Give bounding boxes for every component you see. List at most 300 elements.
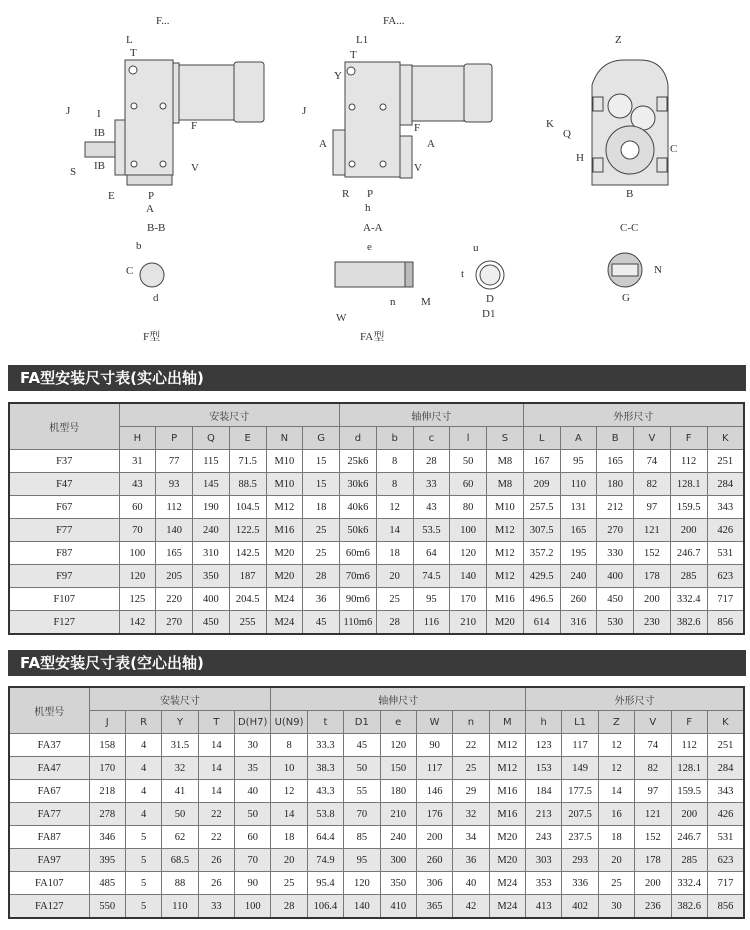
value-cell: 8 (376, 450, 413, 473)
value-cell: 257.5 (523, 496, 560, 519)
value-cell: 237.5 (562, 826, 598, 849)
value-cell: 74.5 (413, 565, 450, 588)
value-cell: 70 (235, 849, 271, 872)
value-cell: 717 (707, 588, 744, 611)
model-cell: F107 (9, 588, 119, 611)
model-cell: FA107 (9, 872, 89, 895)
value-cell: 14 (598, 780, 634, 803)
value-cell: 33 (198, 895, 234, 919)
value-cell: 121 (635, 803, 671, 826)
value-cell: 82 (635, 757, 671, 780)
column-header: J (89, 711, 125, 734)
value-cell: 25 (598, 872, 634, 895)
value-cell: 117 (416, 757, 452, 780)
value-cell: 204.5 (229, 588, 266, 611)
value-cell: 184 (526, 780, 562, 803)
value-cell: 28 (376, 611, 413, 635)
value-cell: 30 (598, 895, 634, 919)
value-cell: 210 (380, 803, 416, 826)
hollow-shaft-dimension-table (8, 686, 745, 919)
table1-title-banner: FA型安装尺寸表(实心出轴) (8, 365, 746, 391)
value-cell: M8 (487, 473, 524, 496)
value-cell: 25 (303, 542, 340, 565)
group-header-install: 安装尺寸 (89, 687, 271, 711)
value-cell: M20 (266, 542, 303, 565)
value-cell: 120 (450, 542, 487, 565)
table-row (9, 450, 744, 473)
value-cell: M20 (489, 826, 525, 849)
value-cell: 22 (453, 734, 489, 757)
value-cell: 357.2 (523, 542, 560, 565)
value-cell: 209 (523, 473, 560, 496)
dim-D: D (486, 293, 494, 305)
model-cell: FA67 (9, 780, 89, 803)
value-cell: 165 (560, 519, 597, 542)
column-header: n (453, 711, 489, 734)
value-cell: 205 (156, 565, 193, 588)
model-cell: FA77 (9, 803, 89, 826)
value-cell: 18 (598, 826, 634, 849)
value-cell: 88.5 (229, 473, 266, 496)
column-header: K (707, 711, 744, 734)
value-cell: 43 (413, 496, 450, 519)
value-cell: 95.4 (307, 872, 343, 895)
value-cell: 18 (271, 826, 307, 849)
model-cell: F87 (9, 542, 119, 565)
column-header: L1 (562, 711, 598, 734)
value-cell: 12 (598, 734, 634, 757)
dim-W: W (336, 312, 347, 324)
value-cell: 285 (670, 565, 707, 588)
column-header: S (487, 427, 524, 450)
value-cell: 120 (119, 565, 156, 588)
value-cell: 343 (707, 496, 744, 519)
value-cell: 110m6 (340, 611, 377, 635)
value-cell: 14 (376, 519, 413, 542)
value-cell: 64 (413, 542, 450, 565)
value-cell: M10 (266, 473, 303, 496)
value-cell: 395 (89, 849, 125, 872)
fa-hollow-shaft (335, 262, 413, 287)
value-cell: 531 (707, 542, 744, 565)
dim-T: T (130, 47, 137, 59)
value-cell: 25 (271, 872, 307, 895)
value-cell: 14 (198, 757, 234, 780)
value-cell: 307.5 (523, 519, 560, 542)
value-cell: 115 (193, 450, 230, 473)
value-cell: 336 (562, 872, 598, 895)
value-cell: 270 (597, 519, 634, 542)
value-cell: 260 (416, 849, 452, 872)
value-cell: 450 (193, 611, 230, 635)
column-header: Q (193, 427, 230, 450)
group-header-shaft: 轴伸尺寸 (340, 403, 524, 427)
value-cell: M16 (487, 588, 524, 611)
value-cell: 165 (597, 450, 634, 473)
value-cell: 212 (597, 496, 634, 519)
value-cell: 200 (416, 826, 452, 849)
dim-S: S (70, 166, 77, 178)
value-cell: 123 (526, 734, 562, 757)
dim-M: M (421, 296, 431, 308)
value-cell: 159.5 (670, 496, 707, 519)
dim-b: b (136, 240, 142, 252)
value-cell: 25k6 (340, 450, 377, 473)
table-row (9, 895, 744, 919)
table-row (9, 872, 744, 895)
value-cell: 50 (344, 757, 380, 780)
value-cell: 332.4 (670, 588, 707, 611)
value-cell: 28 (303, 565, 340, 588)
value-cell: 413 (526, 895, 562, 919)
value-cell: 95 (560, 450, 597, 473)
value-cell: 45 (303, 611, 340, 635)
value-cell: M10 (266, 450, 303, 473)
value-cell: 382.6 (670, 611, 707, 635)
value-cell: 140 (450, 565, 487, 588)
value-cell: 496.5 (523, 588, 560, 611)
value-cell: 60 (119, 496, 156, 519)
value-cell: 306 (416, 872, 452, 895)
value-cell: 36 (453, 849, 489, 872)
value-cell: 4 (125, 757, 161, 780)
value-cell: M24 (266, 611, 303, 635)
value-cell: 128.1 (670, 473, 707, 496)
value-cell: 112 (670, 450, 707, 473)
value-cell: 97 (635, 780, 671, 803)
value-cell: 120 (344, 872, 380, 895)
value-cell: 350 (193, 565, 230, 588)
value-cell: 42 (453, 895, 489, 919)
column-header: L (523, 427, 560, 450)
value-cell: 485 (89, 872, 125, 895)
value-cell: 187 (229, 565, 266, 588)
value-cell: 55 (344, 780, 380, 803)
column-header: K (707, 427, 744, 450)
value-cell: 32 (162, 757, 198, 780)
bb-view-label: B-B (147, 222, 166, 234)
table-row (9, 803, 744, 826)
value-cell: 100 (450, 519, 487, 542)
dim-C: C (670, 143, 678, 155)
value-cell: 246.7 (671, 826, 707, 849)
value-cell: 68.5 (162, 849, 198, 872)
value-cell: 251 (707, 734, 744, 757)
value-cell: 353 (526, 872, 562, 895)
dim-R: R (342, 188, 350, 200)
dim-Y: Y (334, 70, 342, 82)
value-cell: 285 (671, 849, 707, 872)
value-cell: 10 (271, 757, 307, 780)
value-cell: 5 (125, 895, 161, 919)
table2-title-banner: FA型安装尺寸表(空心出轴) (8, 650, 746, 676)
group-header-shaft: 轴伸尺寸 (271, 687, 526, 711)
value-cell: 426 (707, 803, 744, 826)
model-header: 机型号 (9, 403, 119, 450)
dim-N: N (654, 264, 662, 276)
value-cell: 856 (707, 895, 744, 919)
value-cell: 15 (303, 450, 340, 473)
column-header: c (413, 427, 450, 450)
dim-t: t (461, 268, 465, 280)
value-cell: M20 (266, 565, 303, 588)
value-cell: M16 (489, 803, 525, 826)
value-cell: 310 (193, 542, 230, 565)
dim-A: A (146, 203, 154, 215)
value-cell: 26 (198, 849, 234, 872)
value-cell: 125 (119, 588, 156, 611)
value-cell: 200 (635, 872, 671, 895)
aa-view-label: A-A (363, 222, 383, 234)
dim-G: G (622, 292, 630, 304)
model-header: 机型号 (9, 687, 89, 734)
value-cell: 32 (453, 803, 489, 826)
value-cell: 40k6 (340, 496, 377, 519)
value-cell: 122.5 (229, 519, 266, 542)
value-cell: 93 (156, 473, 193, 496)
value-cell: 246.7 (670, 542, 707, 565)
value-cell: 80 (450, 496, 487, 519)
dim-D1: D1 (482, 308, 496, 320)
value-cell: 284 (707, 757, 744, 780)
value-cell: 30k6 (340, 473, 377, 496)
column-header: l (450, 427, 487, 450)
value-cell: 22 (198, 826, 234, 849)
value-cell: 240 (380, 826, 416, 849)
value-cell: 530 (597, 611, 634, 635)
value-cell: 62 (162, 826, 198, 849)
value-cell: 8 (271, 734, 307, 757)
value-cell: 43 (119, 473, 156, 496)
value-cell: 70 (119, 519, 156, 542)
value-cell: 343 (707, 780, 744, 803)
value-cell: 450 (597, 588, 634, 611)
value-cell: 167 (523, 450, 560, 473)
value-cell: M16 (489, 780, 525, 803)
value-cell: 332.4 (671, 872, 707, 895)
value-cell: 200 (634, 588, 671, 611)
column-header: U(N9) (271, 711, 307, 734)
value-cell: 110 (162, 895, 198, 919)
model-cell: F97 (9, 565, 119, 588)
value-cell: 29 (453, 780, 489, 803)
column-header: D(H7) (235, 711, 271, 734)
value-cell: 717 (707, 872, 744, 895)
value-cell: M12 (489, 734, 525, 757)
table-row (9, 473, 744, 496)
dim-IB-bottom: IB (94, 160, 105, 172)
value-cell: 117 (562, 734, 598, 757)
column-header: W (416, 711, 452, 734)
dim-d: d (153, 292, 159, 304)
dim-B: B (626, 188, 634, 200)
value-cell: 40 (235, 780, 271, 803)
value-cell: 33 (413, 473, 450, 496)
column-header: Y (162, 711, 198, 734)
column-header: t (307, 711, 343, 734)
value-cell: 856 (707, 611, 744, 635)
model-cell: FA47 (9, 757, 89, 780)
value-cell: M24 (489, 895, 525, 919)
value-cell: 159.5 (671, 780, 707, 803)
table-row (9, 496, 744, 519)
table-row (9, 734, 744, 757)
value-cell: 14 (198, 734, 234, 757)
value-cell: 43.3 (307, 780, 343, 803)
value-cell: 70m6 (340, 565, 377, 588)
value-cell: 88 (162, 872, 198, 895)
dim-J: J (66, 105, 71, 117)
model-cell: F37 (9, 450, 119, 473)
value-cell: 140 (156, 519, 193, 542)
value-cell: 38.3 (307, 757, 343, 780)
technical-drawings (0, 0, 750, 350)
column-header: H (119, 427, 156, 450)
value-cell: 74 (634, 450, 671, 473)
value-cell: M24 (266, 588, 303, 611)
value-cell: 5 (125, 872, 161, 895)
table-row (9, 565, 744, 588)
value-cell: 190 (193, 496, 230, 519)
value-cell: 365 (416, 895, 452, 919)
value-cell: 28 (413, 450, 450, 473)
value-cell: 180 (597, 473, 634, 496)
value-cell: 131 (560, 496, 597, 519)
column-header: F (671, 711, 707, 734)
value-cell: 382.6 (671, 895, 707, 919)
value-cell: 12 (271, 780, 307, 803)
value-cell: 100 (235, 895, 271, 919)
column-header: B (597, 427, 634, 450)
model-cell: FA37 (9, 734, 89, 757)
column-header: V (634, 427, 671, 450)
value-cell: 220 (156, 588, 193, 611)
value-cell: 25 (303, 519, 340, 542)
value-cell: 5 (125, 849, 161, 872)
value-cell: 178 (635, 849, 671, 872)
value-cell: 142.5 (229, 542, 266, 565)
value-cell: 260 (560, 588, 597, 611)
column-header: V (635, 711, 671, 734)
value-cell: 95 (413, 588, 450, 611)
value-cell: 16 (598, 803, 634, 826)
value-cell: 230 (634, 611, 671, 635)
value-cell: M16 (266, 519, 303, 542)
value-cell: M20 (489, 849, 525, 872)
dim-T-fa: T (350, 49, 357, 61)
value-cell: 60m6 (340, 542, 377, 565)
column-header: b (376, 427, 413, 450)
value-cell: 33.3 (307, 734, 343, 757)
value-cell: 165 (156, 542, 193, 565)
dim-L: L (126, 34, 133, 46)
cc-view-drawing (592, 60, 668, 185)
value-cell: 18 (376, 542, 413, 565)
value-cell: 218 (89, 780, 125, 803)
value-cell: 41 (162, 780, 198, 803)
column-header: D1 (344, 711, 380, 734)
value-cell: 106.4 (307, 895, 343, 919)
value-cell: 176 (416, 803, 452, 826)
f-view-drawing (85, 60, 264, 185)
value-cell: 149 (562, 757, 598, 780)
model-cell: F127 (9, 611, 119, 635)
value-cell: 77 (156, 450, 193, 473)
value-cell: 14 (271, 803, 307, 826)
column-header: P (156, 427, 193, 450)
value-cell: 74.9 (307, 849, 343, 872)
value-cell: 410 (380, 895, 416, 919)
value-cell: 152 (634, 542, 671, 565)
value-cell: 293 (562, 849, 598, 872)
value-cell: 284 (707, 473, 744, 496)
value-cell: 300 (380, 849, 416, 872)
value-cell: 531 (707, 826, 744, 849)
value-cell: 200 (670, 519, 707, 542)
column-header: F (670, 427, 707, 450)
dim-K: K (546, 118, 554, 130)
dim-V: V (191, 162, 199, 174)
dim-P-fa: P (367, 188, 374, 200)
group-header-outline: 外形尺寸 (526, 687, 745, 711)
value-cell: 20 (598, 849, 634, 872)
table-row (9, 542, 744, 565)
value-cell: M12 (489, 757, 525, 780)
value-cell: 26 (198, 872, 234, 895)
value-cell: 82 (634, 473, 671, 496)
value-cell: 12 (598, 757, 634, 780)
value-cell: 12 (376, 496, 413, 519)
value-cell: 36 (303, 588, 340, 611)
value-cell: 104.5 (229, 496, 266, 519)
dim-Z: Z (615, 34, 622, 46)
value-cell: 346 (89, 826, 125, 849)
f-series-label: F... (156, 15, 170, 27)
dim-e: e (367, 241, 372, 253)
value-cell: 85 (344, 826, 380, 849)
solid-shaft-dimension-table (8, 402, 745, 635)
value-cell: 210 (450, 611, 487, 635)
value-cell: 200 (671, 803, 707, 826)
value-cell: 255 (229, 611, 266, 635)
column-header: Z (598, 711, 634, 734)
dim-A-left: A (319, 138, 327, 150)
dim-F-fa: F (414, 122, 421, 134)
value-cell: M10 (487, 496, 524, 519)
table-row (9, 780, 744, 803)
value-cell: 146 (416, 780, 452, 803)
value-cell: 112 (156, 496, 193, 519)
dim-u: u (473, 242, 479, 254)
column-header: h (526, 711, 562, 734)
model-cell: F77 (9, 519, 119, 542)
value-cell: 623 (707, 849, 744, 872)
table-row (9, 826, 744, 849)
model-cell: FA127 (9, 895, 89, 919)
f-type-label: F型 (143, 331, 161, 343)
value-cell: 170 (450, 588, 487, 611)
value-cell: 303 (526, 849, 562, 872)
value-cell: 97 (634, 496, 671, 519)
value-cell: 170 (89, 757, 125, 780)
dim-n: n (390, 296, 396, 308)
value-cell: 400 (597, 565, 634, 588)
value-cell: 180 (380, 780, 416, 803)
table-row (9, 519, 744, 542)
value-cell: 34 (453, 826, 489, 849)
column-header: G (303, 427, 340, 450)
column-header: M (489, 711, 525, 734)
